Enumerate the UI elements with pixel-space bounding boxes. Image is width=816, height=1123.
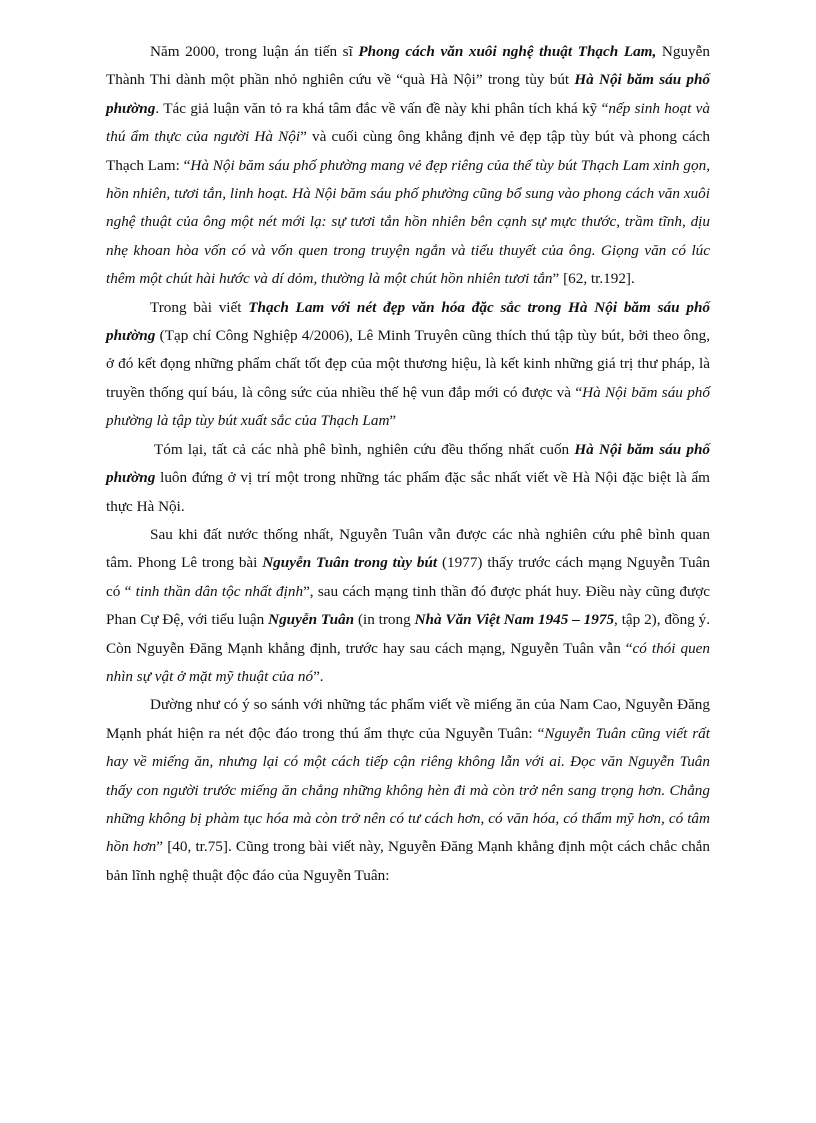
text-run: ”: [389, 412, 397, 430]
text-run: ”, sau cách mạng tinh thần đó được phát huy. Điều này cũng được Phan Cự Đệ, với tiểu luận: [106, 582, 710, 629]
text-run: . Tác giả luận văn tỏ ra khá tâm đắc về vấn đề này khi phân tích khá kỹ “: [155, 99, 609, 117]
text-run: ”.: [313, 667, 324, 685]
bold-italic-run: Phong cách văn xuôi nghệ thuật Thạch Lam,: [358, 43, 657, 60]
text-run: (Tạp chí Công Nghiệp 4/2006), Lê Minh Truyên cũng thích thú tập tùy bút, bởi theo ông, ở đó kết đọng những phẩm chất tốt đẹp của một thương hiệu, là kết kinh những giá trị thư pháp, là truyền thống quí báu, là công sức của nhiều thế hệ vun đắp mới có được và “: [106, 327, 710, 401]
text-run: luôn đứng ở vị trí một trong những tác phẩm đặc sắc nhất viết về Hà Nội đặc biệt là ẩm thực Hà Nội.: [106, 469, 710, 515]
bold-italic-run: Hà Nội băm sáu phố phường: [106, 71, 711, 117]
bold-italic-run: Hà Nội băm sáu phố phường: [106, 440, 711, 487]
bold-italic-run: Thạch Lam với nét đẹp văn hóa đặc sắc trong Hà Nội băm sáu phố phường: [106, 298, 710, 345]
paragraph-4: [106, 521, 710, 691]
text-run: Dường như có ý so sánh với những tác phẩm viết về miếng ăn của Nam Cao, Nguyễn Đăng Mạnh phát hiện ra nét độc đáo trong thú ẩm thực của Nguyễn Tuân: “: [106, 696, 710, 742]
italic-run: nếp sinh hoạt và thú ẩm thực của người Hà Nội: [106, 99, 710, 146]
bold-italic-run: Nguyễn Tuân: [268, 611, 355, 629]
italic-run: Hà Nội băm sáu phố phường là tập tùy bút xuất sắc của Thạch Lam: [106, 383, 710, 430]
text-run: , tập 2), đồng ý. Còn Nguyễn Đăng Mạnh khẳng định, trước hay sau cách mạng, Nguyễn Tuân vẫn “: [106, 611, 711, 657]
paragraph-3: [106, 436, 710, 521]
text-run: ” [40, tr.75]. Cũng trong bài viết này, Nguyễn Đăng Mạnh khẳng định một cách chắc chắn bản lĩnh nghệ thuật độc đáo của Nguyễn Tuân:: [106, 838, 710, 884]
text-run: Sau khi đất nước thống nhất, Nguyễn Tuân vẫn được các nhà nghiên cứu phê bình quan tâm. Phong Lê trong bài: [106, 525, 710, 572]
italic-run: có thói quen nhìn sự vật ở mặt mỹ thuật của nó: [106, 639, 711, 685]
text-run: (1977) thấy trước cách mạng Nguyễn Tuân có “: [106, 554, 710, 600]
paragraph-1: [106, 38, 710, 294]
italic-run: Hà Nội băm sáu phố phường mang vẻ đẹp riêng của thể tùy bút Thạch Lam xinh gọn, hồn nhiên, tươi tắn, linh hoạt. Hà Nội băm sáu phố phường cũng bổ sung vào phong cách văn xuôi nghệ thuật của ông một nét mới lạ: sự tươi tắn hồn nhiên bên cạnh sự mực thước, trầm tĩnh, dịu nhẹ khoan hòa vốn có và vốn quen trong truyện ngắn và tiểu thuyết của ông. Giọng văn có lúc thêm một chút hài hước và dí dỏm, thường là một chút hồn nhiên tươi tắn: [106, 156, 710, 288]
document-page: [106, 38, 710, 890]
italic-run: Nguyễn Tuân cũng viết rất hay về miếng ăn, nhưng lại có một cách tiếp cận riêng không lẫn với ai. Đọc văn Nguyễn Tuân thấy con người trước miếng ăn chẳng những không hèn đi mà còn trở nên sang trọng hơn. Chẳng những không bị phàm tục hóa mà còn trở nên có tư cách hơn, có văn hóa, có thẩm mỹ hơn, có tâm hồn hơn: [106, 724, 710, 856]
paragraph-2: [106, 294, 710, 436]
bold-italic-run: Nguyễn Tuân trong tùy bút: [262, 554, 438, 572]
text-run: (in trong: [354, 611, 415, 629]
bold-italic-run: Nhà Văn Việt Nam 1945 – 1975: [414, 611, 615, 629]
italic-run: tinh thần dân tộc nhất định: [135, 582, 304, 600]
text-run: Tóm lại, tất cả các nhà phê bình, nghiên cứu đều thống nhất cuốn: [154, 440, 575, 458]
text-run: ” và cuối cùng ông khẳng định vẻ đẹp tập tùy bút và phong cách Thạch Lam: “: [106, 128, 710, 174]
text-run: Trong bài viết: [150, 298, 249, 316]
text-run: Năm 2000, trong luận án tiến sĩ: [150, 43, 359, 60]
text-run: Nguyễn Thành Thi dành một phần nhỏ nghiên cứu về “quà Hà Nội” trong tùy bút: [106, 43, 710, 89]
text-run: ” [62, tr.192].: [552, 270, 635, 288]
paragraph-5: [106, 691, 710, 890]
